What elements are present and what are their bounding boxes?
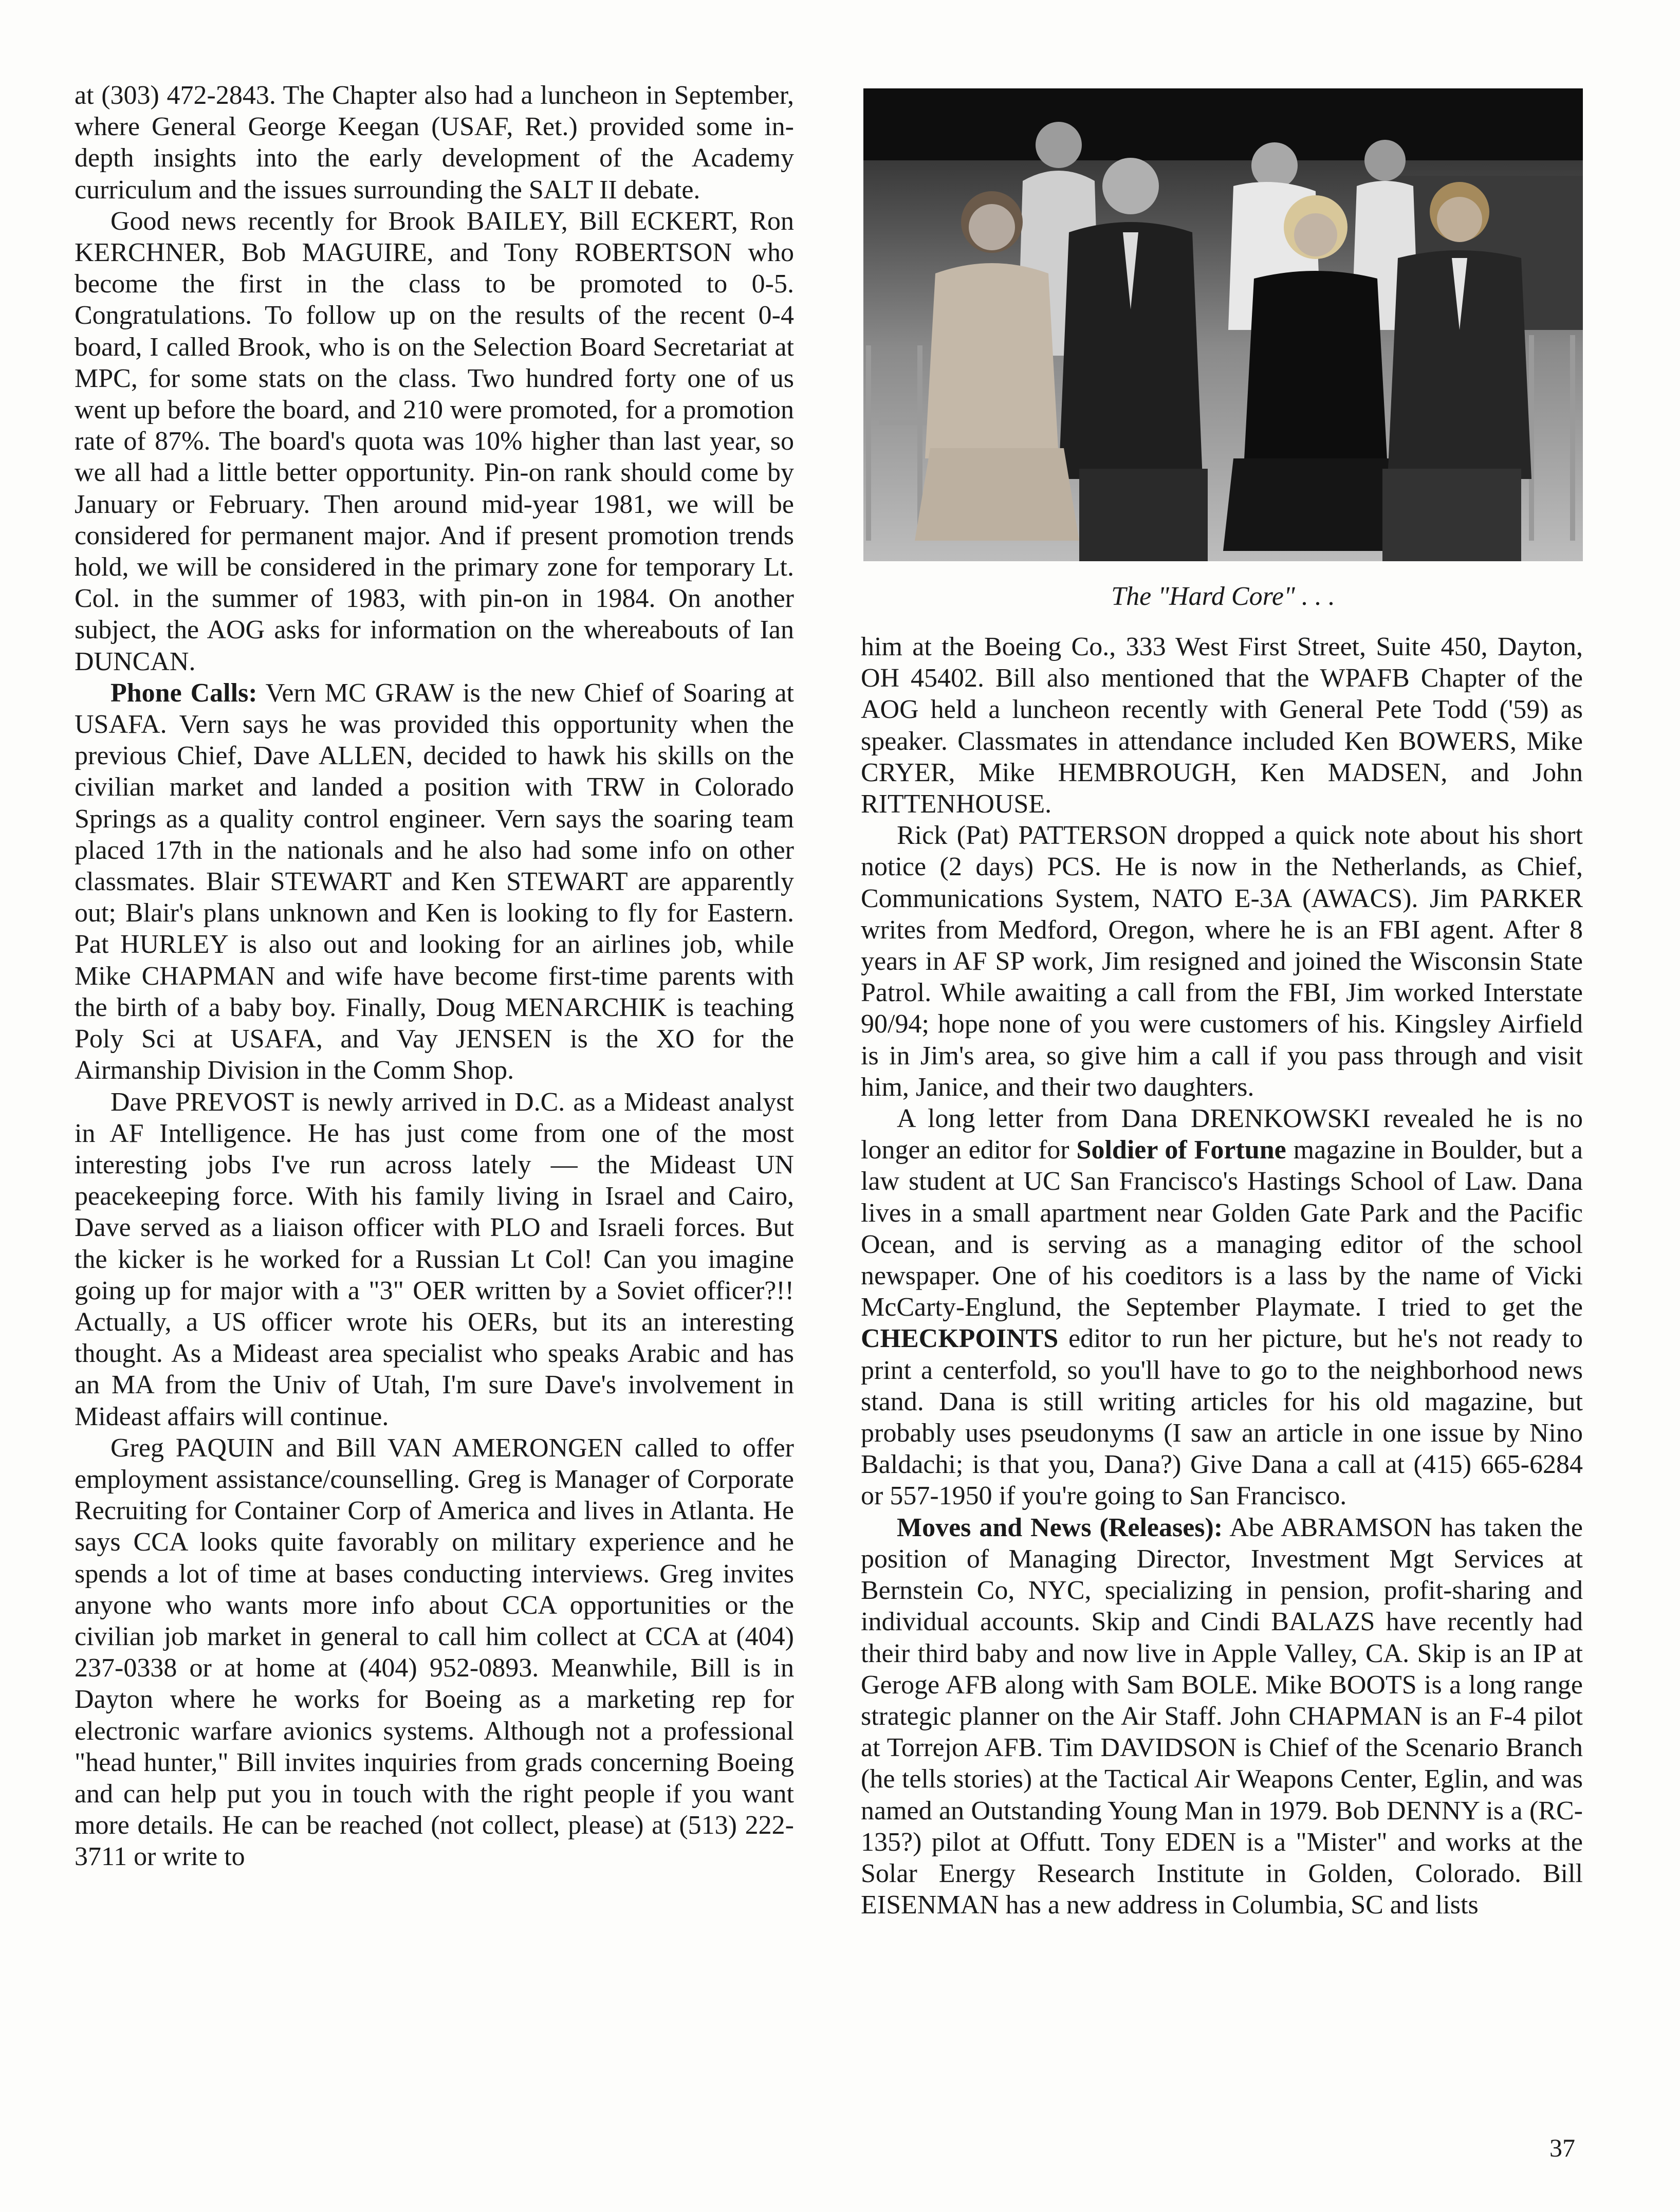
section-heading: Phone Calls: xyxy=(110,678,257,708)
paragraph xyxy=(75,677,794,1086)
paragraph: Rick (Pat) PATTERSON dropped a quick note about his short notice (2 days) PCS. He is now in the Netherlands, as Chief, Communications System, NATO E-3A (AWACS). Jim PARKER writes from Medford, Oregon, where he is an FBI agent. After 8 years in AF SP work, Jim resigned and joined the Wisconsin State Patrol. While awaiting a call from the FBI, Jim worked Interstate 90/94; hope none of you were customers of his. Kingsley Airfield is in Jim's area, so give him a call if you pass through and visit him, Janice, and their two daughters. xyxy=(861,821,1583,1102)
paragraph-text: editor to run her picture, but he's not ready to print a centerfold, so you'll have to go to the neighborhood news stand. Dana is still writing articles for his old magazine, but probably uses pseudonyms (I saw an article in one issue by Nino Baldachi; is that you, Dana?) Give Dana a call at (415) 665-6284 or 557-1950 if you're going to San Francisco. xyxy=(861,1324,1583,1511)
paragraph-text: magazine in Boulder, but a law student at UC San Francisco's Hastings School of Law. Dana lives in a small apartment near Golden Gate Park and the Pacific Ocean, and is serving as a managing editor of the school newspaper. One of his coeditors is a lass by the name of Vicki McCarty-Englund, the September Playmate. I tried to get the xyxy=(861,1135,1583,1322)
photo-caption: The "Hard Core" . . . xyxy=(1111,582,1335,611)
paragraph: at (303) 472-2843. The Chapter also had a luncheon in September, where General George Keegan (USAF, Ret.) provided some in-depth insights into the early development of the Academy curriculum and the issues surrounding the SALT II debate. xyxy=(75,81,794,205)
paragraph: Dave PREVOST is newly arrived in D.C. as a Mideast analyst in AF Intelligence. He has just come from one of the most interesting jobs I've run across lately — the Mideast UN peacekeeping force. With his family living in Israel and Cairo, Dave served as a liaison officer with PLO and Israeli forces. But the kicker is he worked for a Russian Lt Col! Can you imagine going up for major with a "3" OER written by a Soviet officer?!! Actually, a US officer wrote his OERs, but its an interesting thought. As a Mideast area specialist who speaks Arabic and has an MA from the Univ of Utah, I'm sure Dave's involvement in Mideast affairs will continue. xyxy=(75,1087,794,1431)
paragraph: Good news recently for Brook BAILEY, Bill ECKERT, Ron KERCHNER, Bob MAGUIRE, and Tony ROBERTSON who become the first in the class to be promoted to 0-5. Congratulations. To follow up on the results of the recent 0-4 board, I called Brook, who is on the Selection Board Secretariat at MPC, for some stats on the class. Two hundred forty one of us went up before the board, and 210 were promoted, for a promotion rate of 87%. The board's quota was 10% higher than last year, so we all had a little better opportunity. Pin-on rank should come by January or February. Then around mid-year 1981, we will be considered for permanent major. And if present promotion trends hold, we will be considered in the primary zone for temporary Lt. Col. in the summer of 1983, with pin-on in 1984. On another subject, the AOG asks for information on the whereabouts of Ian DUNCAN. xyxy=(75,206,794,676)
group-photo xyxy=(863,88,1583,561)
paragraph-text: A long letter from Dana DRENKOWSKI revealed he is no longer an editor for xyxy=(861,1104,1583,1165)
paragraph: him at the Boeing Co., 333 West First Street, Suite 450, Dayton, OH 45402. Bill also mentioned that the WPAFB Chapter of the AOG held a luncheon recently with General Pete Todd ('59) as speaker. Classmates in attendance included Ken BOWERS, Mike CRYER, Mike HEMBROUGH, Ken MADSEN, and John RITTENHOUSE. xyxy=(861,632,1583,819)
paragraph xyxy=(861,1103,1583,1512)
right-column xyxy=(861,631,1583,1921)
left-column xyxy=(75,80,794,1873)
paragraph-text: Vern MC GRAW is the new Chief of Soaring at USAFA. Vern says he was provided this opportunity when the previous Chief, Dave ALLEN, decided to hawk his skills on the civilian market and landed a position with TRW in Colorado Springs as a quality control engineer. Vern says the soaring team placed 17th in the nationals and he also had some info on other classmates. Blair STEWART and Ken STEWART are apparently out; Blair's plans unknown and Ken is looking to fly for Eastern. Pat HURLEY is also out and looking for an airlines job, while Mike CHAPMAN and wife have become first-time parents with the birth of a baby boy. Finally, Doug MENARCHIK is teaching Poly Sci at USAFA, and Vay JENSEN is the XO for the Airmanship Division in the Comm Shop. xyxy=(75,678,794,1085)
magazine-title: Soldier of Fortune xyxy=(1076,1135,1286,1165)
paragraph: Greg PAQUIN and Bill VAN AMERONGEN called to offer employment assistance/counselling. Greg is Manager of Corporate Recruiting for Container Corp of America and lives in Atlanta. He says CCA looks quite favorably on military experience and he spends a lot of time at bases conducting interviews. Greg invites anyone who wants more info about CCA opportunities or the civilian job market in general to call him collect at CCA at (404) 237-0338 or at home at (404) 952-0893. Meanwhile, Bill is in Dayton where he works for Boeing as a marketing rep for electronic warfare avionics systems. Although not a professional "head hunter," Bill invites inquiries from grads concerning Boeing and can help put you in touch with the right people if you want more details. He can be reached (not collect, please) at (513) 222-3711 or write to xyxy=(75,1433,794,1872)
section-heading: Moves and News (Releases): xyxy=(897,1513,1223,1542)
paragraph-text: Abe ABRAMSON has taken the position of Managing Director, Investment Mgt Services at Bernstein Co, NYC, specializing in pension, profit-sharing and individual accounts. Skip and Cindi BALAZS have recently had their third baby and now live in Apple Valley, CA. Skip is an IP at Geroge AFB along with Sam BOLE. Mike BOOTS is a long range strategic planner on the Air Staff. John CHAPMAN is an F-4 pilot at Torrejon AFB. Tim DAVIDSON is Chief of the Scenario Branch (he tells stories) at the Tactical Air Weapons Center, Eglin, and was named an Outstanding Young Man in 1979. Bob DENNY is a (RC-135?) pilot at Offutt. Tony EDEN is a "Mister" and works at the Solar Energy Research Institute in Golden, Colorado. Bill EISENMAN has a new address in Columbia, SC and lists xyxy=(861,1513,1583,1920)
paragraph xyxy=(861,1512,1583,1921)
publication-name: CHECKPOINTS xyxy=(861,1324,1059,1354)
page-number: 37 xyxy=(1549,2133,1575,2162)
